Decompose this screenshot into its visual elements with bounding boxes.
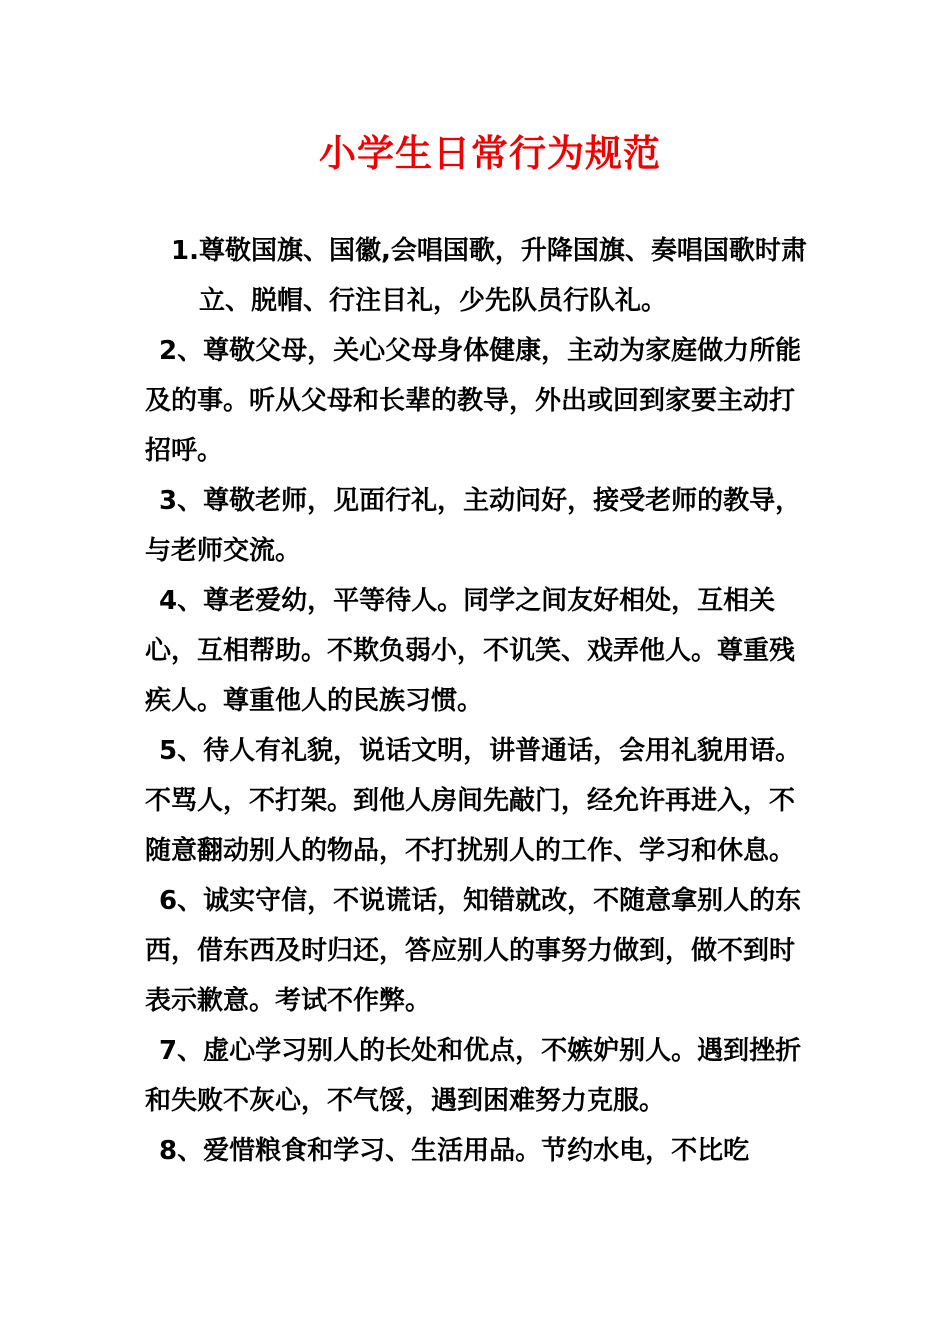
- rule-item-2: 2、尊敬父母，关心父母身体健康，主动为家庭做力所能及的事。听从父母和长辈的教导，外出或回到家要主动打招呼。: [145, 336, 802, 466]
- rule-item-4: 4、尊老爱幼，平等待人。同学之间友好相处，互相关心，互相帮助。不欺负弱小，不讥笑、戏弄他人。尊重残疾人。尊重他人的民族习惯。: [145, 586, 796, 716]
- rule-item-1: 1.尊敬国旗、国徽,会唱国歌，升降国旗、奏唱国歌时肃立、脱帽、行注目礼，少先队员行队礼。: [171, 236, 807, 316]
- rule-item-3: 3、尊敬老师，见面行礼，主动问好，接受老师的教导，与老师交流。: [145, 486, 802, 566]
- rule-item-7: 7、虚心学习别人的长处和优点，不嫉妒别人。遇到挫折和失败不灰心，不气馁，遇到困难努力克服。: [145, 1036, 802, 1116]
- rules-list: [145, 226, 810, 1176]
- rule-item-8: 8、爱惜粮食和学习、生活用品。节约水电，不比吃: [159, 1136, 750, 1166]
- rule-item-6: 6、诚实守信，不说谎话，知错就改，不随意拿别人的东西，借东西及时归还，答应别人的事努力做到，做不到时表示歉意。考试不作弊。: [145, 886, 802, 1016]
- rule-item-5: 5、待人有礼貌，说话文明，讲普通话，会用礼貌用语。不骂人，不打架。到他人房间先敲门，经允许再进入，不随意翻动别人的物品，不打扰别人的工作、学习和休息。: [145, 736, 802, 866]
- page-title: 小学生日常行为规范: [319, 132, 661, 175]
